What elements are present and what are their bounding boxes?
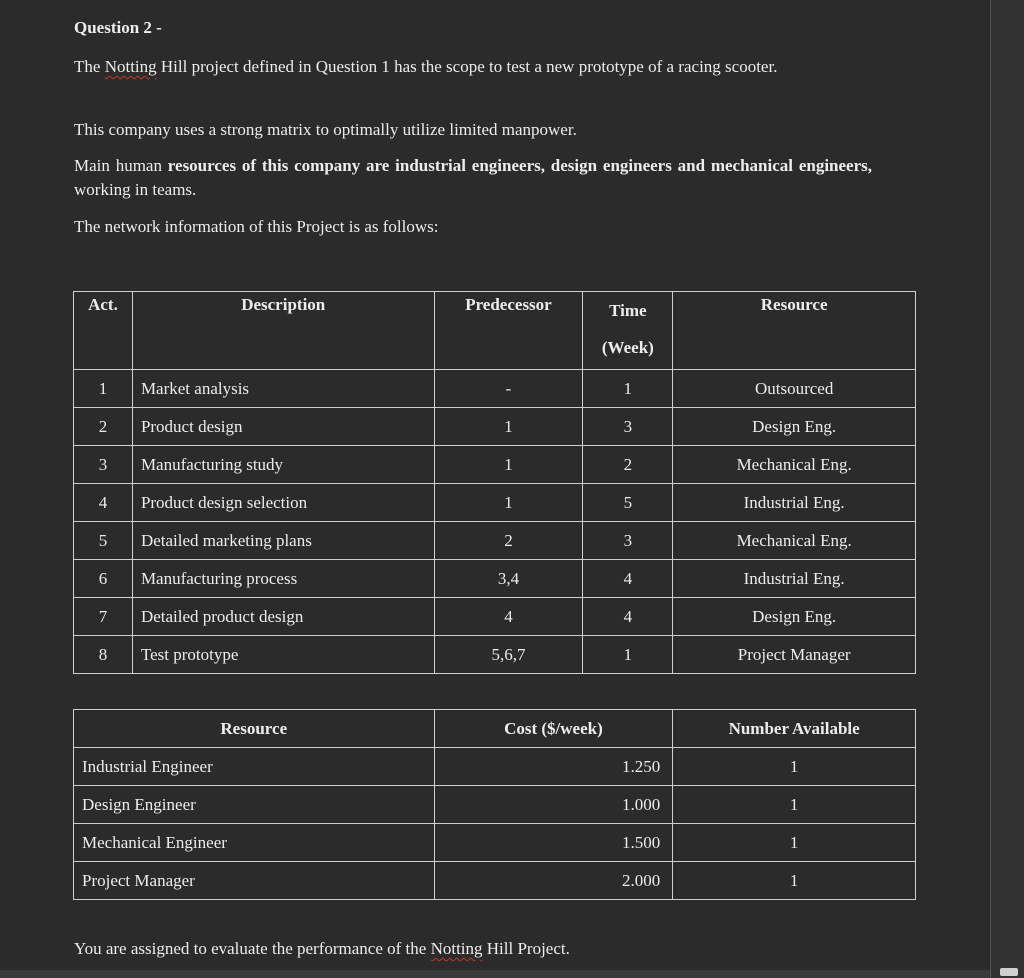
intro-paragraph-4: The network information of this Project is as follows: [74,217,439,236]
cell-predecessor: 3,4 [434,560,583,598]
cell-cost: 1.250 [434,748,673,786]
table-row [74,370,916,408]
cell-cost: 1.500 [434,824,673,862]
closing-text: You are assigned to evaluate the performance of the [74,939,431,958]
cell-description: Product design [132,408,434,446]
cell-time: 4 [583,560,673,598]
intro-bold-text: resources of this company are industrial engineers, design engineers and mechanical engineers, [167,156,872,175]
table-row [74,446,916,484]
scrollbar-thumb[interactable] [1000,968,1018,976]
cell-resource: Project Manager [74,862,435,900]
header-time-line1: Time [609,301,647,320]
cell-description: Manufacturing process [132,560,434,598]
cell-act: 6 [74,560,133,598]
cell-time: 1 [583,370,673,408]
header-time-line2: (Week) [601,338,654,357]
intro-text: Hill project defined in Question 1 has the scope to test a new prototype of a racing scooter. [156,57,778,76]
cell-time: 4 [583,598,673,636]
cell-time: 3 [583,522,673,560]
cell-resource: Industrial Eng. [673,484,916,522]
table-row [74,522,916,560]
cell-predecessor: 5,6,7 [434,636,583,674]
activity-table [73,291,916,674]
table-row [74,636,916,674]
cell-time: 5 [583,484,673,522]
table-row [74,862,916,900]
header-cost: Cost ($/week) [434,710,673,748]
intro-paragraph-1 [74,55,874,79]
intro-paragraph-3 [74,154,872,202]
cell-act: 8 [74,636,133,674]
intro-paragraph-2: This company uses a strong matrix to optimally utilize limited manpower. [74,120,577,139]
header-resource: Resource [673,292,916,370]
header-act: Act. [74,292,133,370]
table-row [74,598,916,636]
cell-predecessor: 4 [434,598,583,636]
question-title: Question 2 - [74,18,162,37]
cell-resource: Design Eng. [673,598,916,636]
cell-act: 1 [74,370,133,408]
cell-available: 1 [673,786,916,824]
header-resource: Resource [74,710,435,748]
cell-time: 3 [583,408,673,446]
cell-resource: Outsourced [673,370,916,408]
cell-description: Detailed product design [132,598,434,636]
resource-table [73,709,916,900]
resource-header-row [74,710,916,748]
cell-resource: Mechanical Eng. [673,446,916,484]
cell-act: 4 [74,484,133,522]
intro-text: The [74,57,105,76]
cell-predecessor: - [434,370,583,408]
spellcheck-word: Notting [430,939,483,958]
header-description: Description [132,292,434,370]
cell-resource: Industrial Engineer [74,748,435,786]
cell-resource: Design Engineer [74,786,435,824]
cell-predecessor: 2 [434,522,583,560]
cell-available: 1 [673,862,916,900]
cell-description: Detailed marketing plans [132,522,434,560]
cell-cost: 1.000 [434,786,673,824]
cell-act: 5 [74,522,133,560]
vertical-scrollbar[interactable] [990,0,1024,978]
cell-act: 3 [74,446,133,484]
cell-cost: 2.000 [434,862,673,900]
cell-description: Product design selection [132,484,434,522]
intro-text: Main human [74,156,168,175]
cell-available: 1 [673,748,916,786]
header-available: Number Available [673,710,916,748]
cell-resource: Mechanical Eng. [673,522,916,560]
cell-resource: Project Manager [673,636,916,674]
table-row [74,560,916,598]
cell-available: 1 [673,824,916,862]
closing-paragraph [74,937,874,961]
cell-resource: Mechanical Engineer [74,824,435,862]
table-row [74,748,916,786]
cell-predecessor: 1 [434,408,583,446]
cell-predecessor: 1 [434,446,583,484]
spellcheck-word: Notting [104,57,157,76]
cell-resource: Design Eng. [673,408,916,446]
cell-act: 7 [74,598,133,636]
closing-text: Hill Project. [482,939,570,958]
cell-time: 1 [583,636,673,674]
cell-description: Test prototype [132,636,434,674]
cell-time: 2 [583,446,673,484]
cell-description: Market analysis [132,370,434,408]
header-predecessor: Predecessor [434,292,583,370]
cell-resource: Industrial Eng. [673,560,916,598]
table-row [74,824,916,862]
cell-description: Manufacturing study [132,446,434,484]
table-row [74,786,916,824]
cell-predecessor: 1 [434,484,583,522]
table-row [74,484,916,522]
activity-header-row [74,292,916,370]
cell-act: 2 [74,408,133,446]
horizontal-scroll-track[interactable] [0,970,990,978]
table-row [74,408,916,446]
header-time [583,292,673,370]
intro-text: working in teams. [74,180,197,199]
